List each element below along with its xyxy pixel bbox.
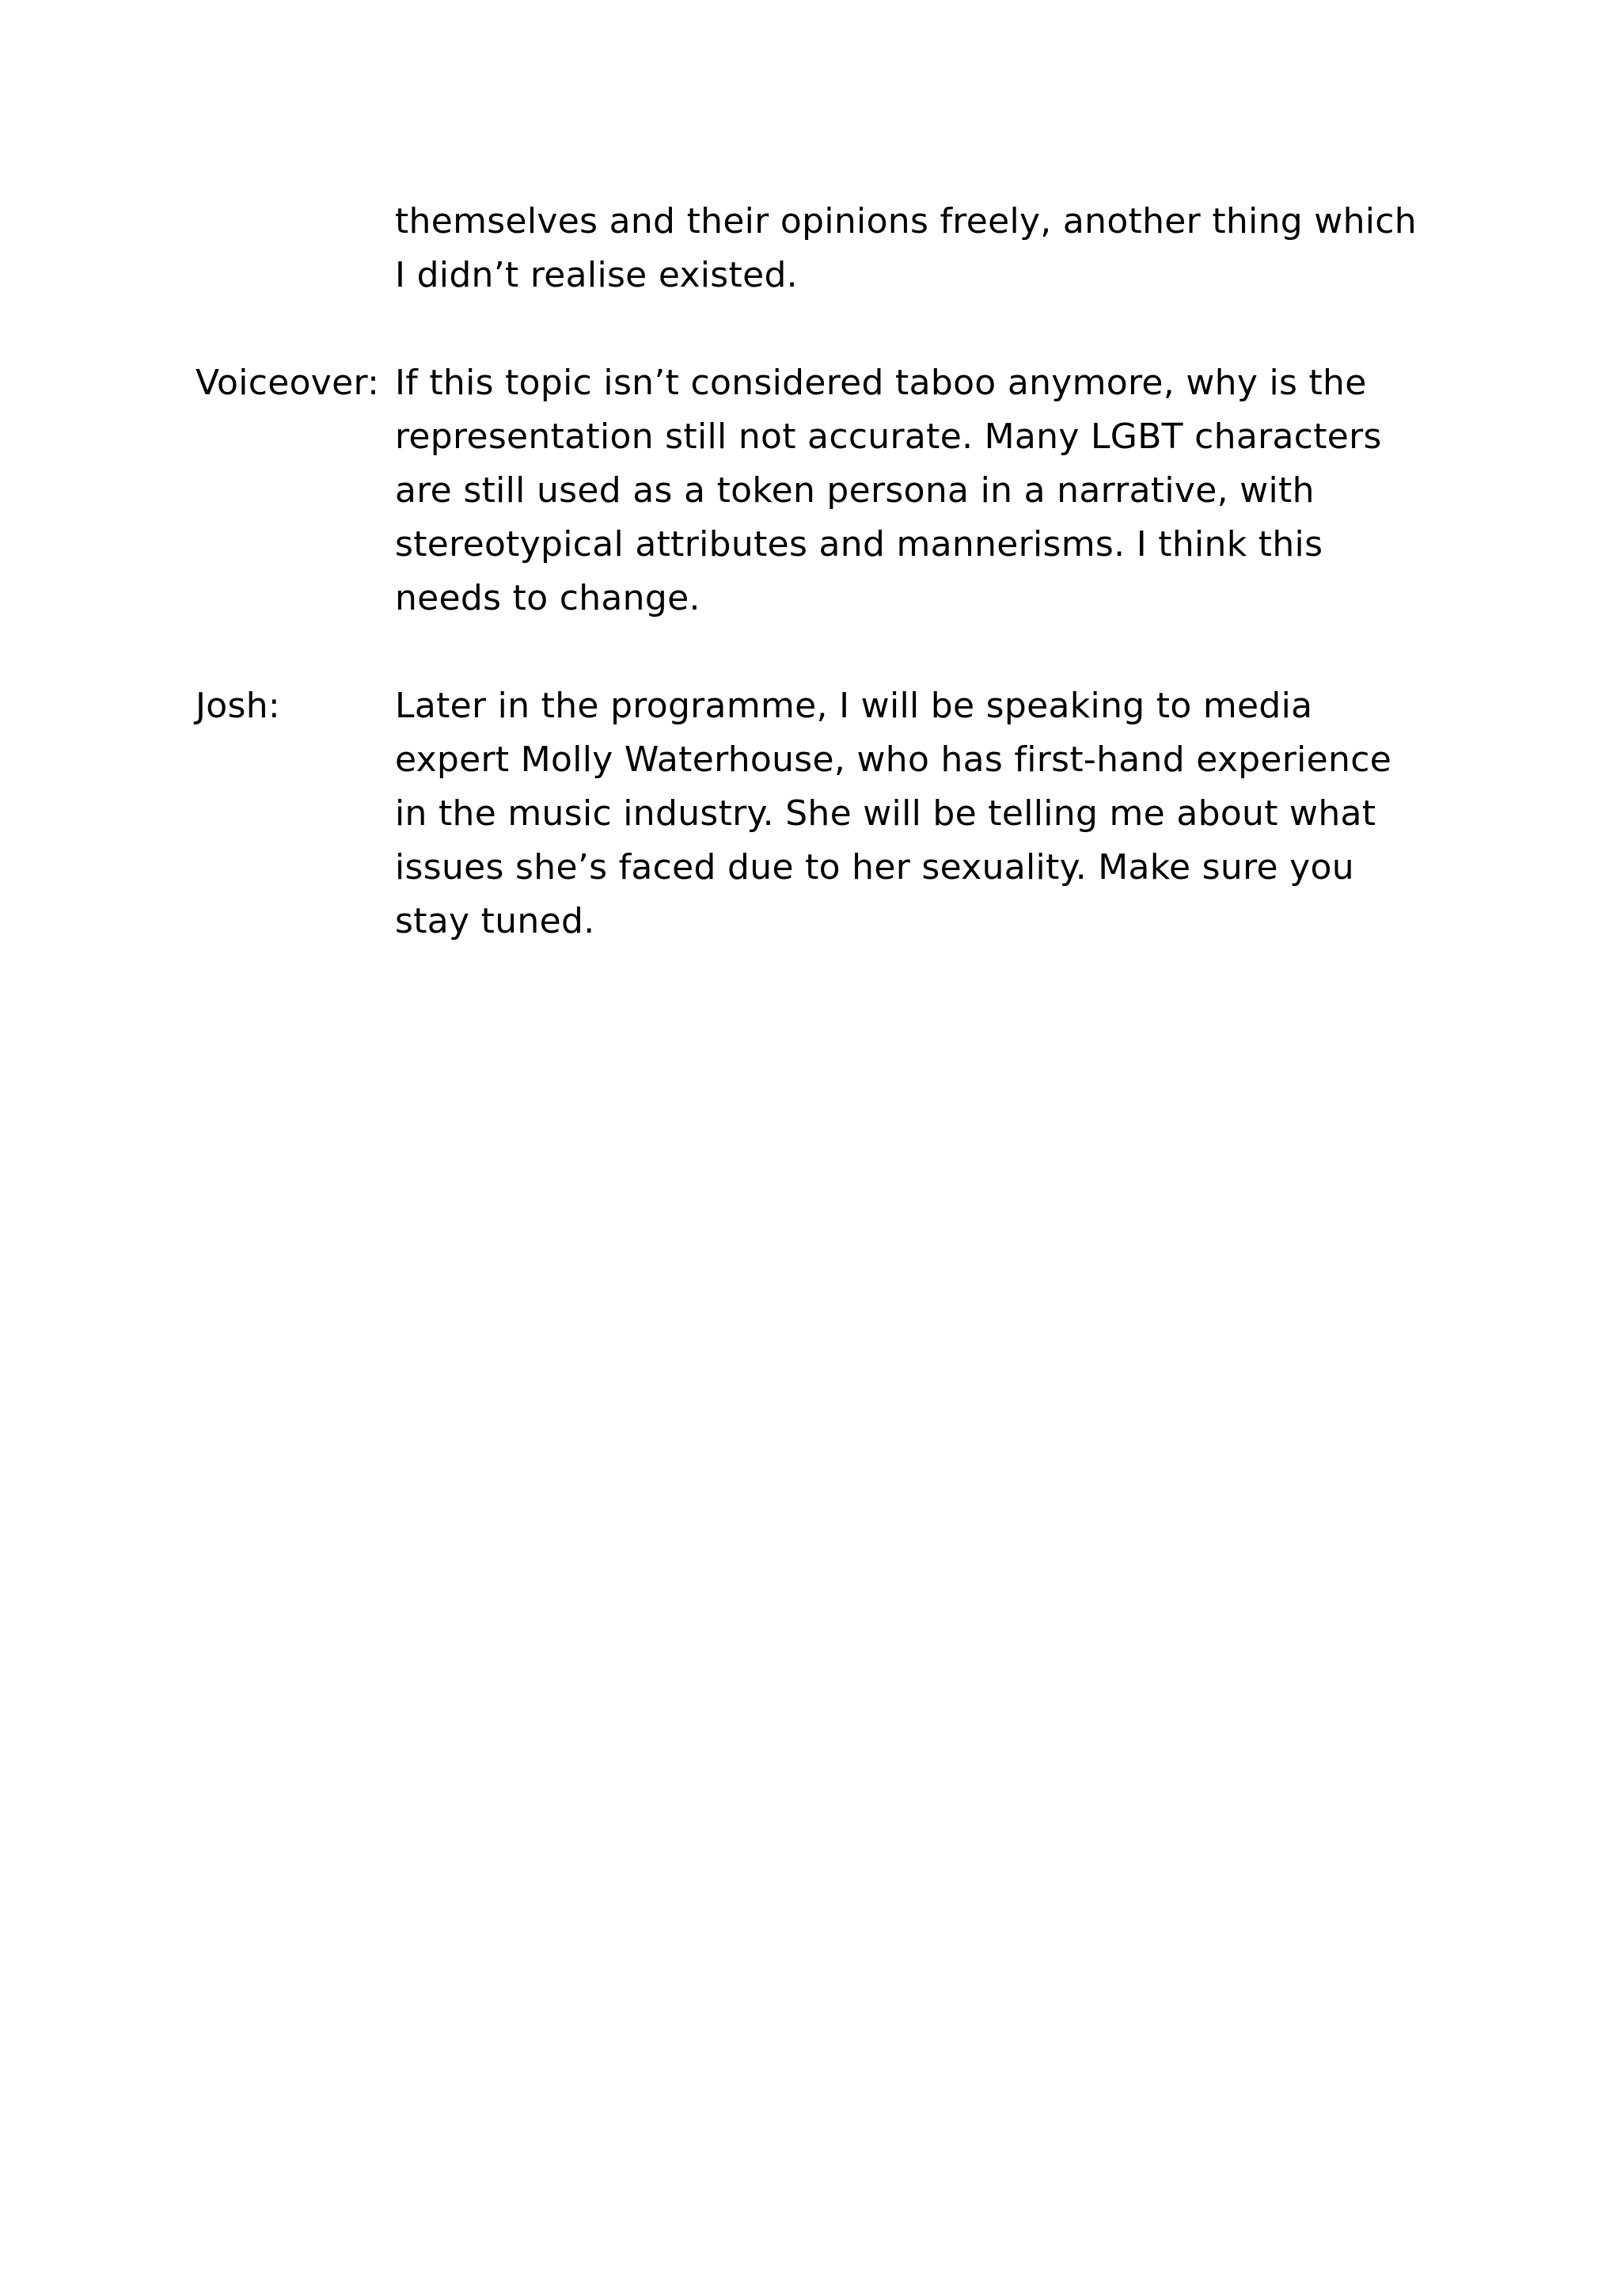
dialogue-text (395, 679, 1462, 948)
dialogue-line: are still used as a token persona in a narrative, with (395, 470, 1315, 511)
dialogue-line: I didn’t realise existed. (395, 255, 798, 295)
dialogue-text (395, 195, 1462, 302)
speaker-label: Josh: (196, 686, 281, 726)
dialogue-block-voiceover (196, 356, 1462, 625)
dialogue-line: stay tuned. (395, 901, 595, 941)
dialogue-line: themselves and their opinions freely, another thing which (395, 201, 1417, 241)
script-body (196, 195, 1462, 948)
dialogue-line: needs to change. (395, 578, 700, 618)
dialogue-line: expert Molly Waterhouse, who has first-hand experience (395, 739, 1392, 780)
dialogue-line: issues she’s faced due to her sexuality. Make sure you (395, 847, 1354, 888)
dialogue-line: If this topic isn’t considered taboo anymore, why is the (395, 363, 1367, 403)
speaker-label: Voiceover: (196, 363, 380, 403)
dialogue-line: representation still not accurate. Many LGBT characters (395, 416, 1382, 457)
dialogue-block-continuation (196, 195, 1462, 302)
dialogue-line: stereotypical attributes and mannerisms. I think this (395, 524, 1323, 564)
dialogue-text (395, 356, 1462, 625)
dialogue-line: in the music industry. She will be telling me about what (395, 793, 1376, 834)
dialogue-block-josh (196, 679, 1462, 948)
dialogue-line: Later in the programme, I will be speaking to media (395, 686, 1313, 726)
